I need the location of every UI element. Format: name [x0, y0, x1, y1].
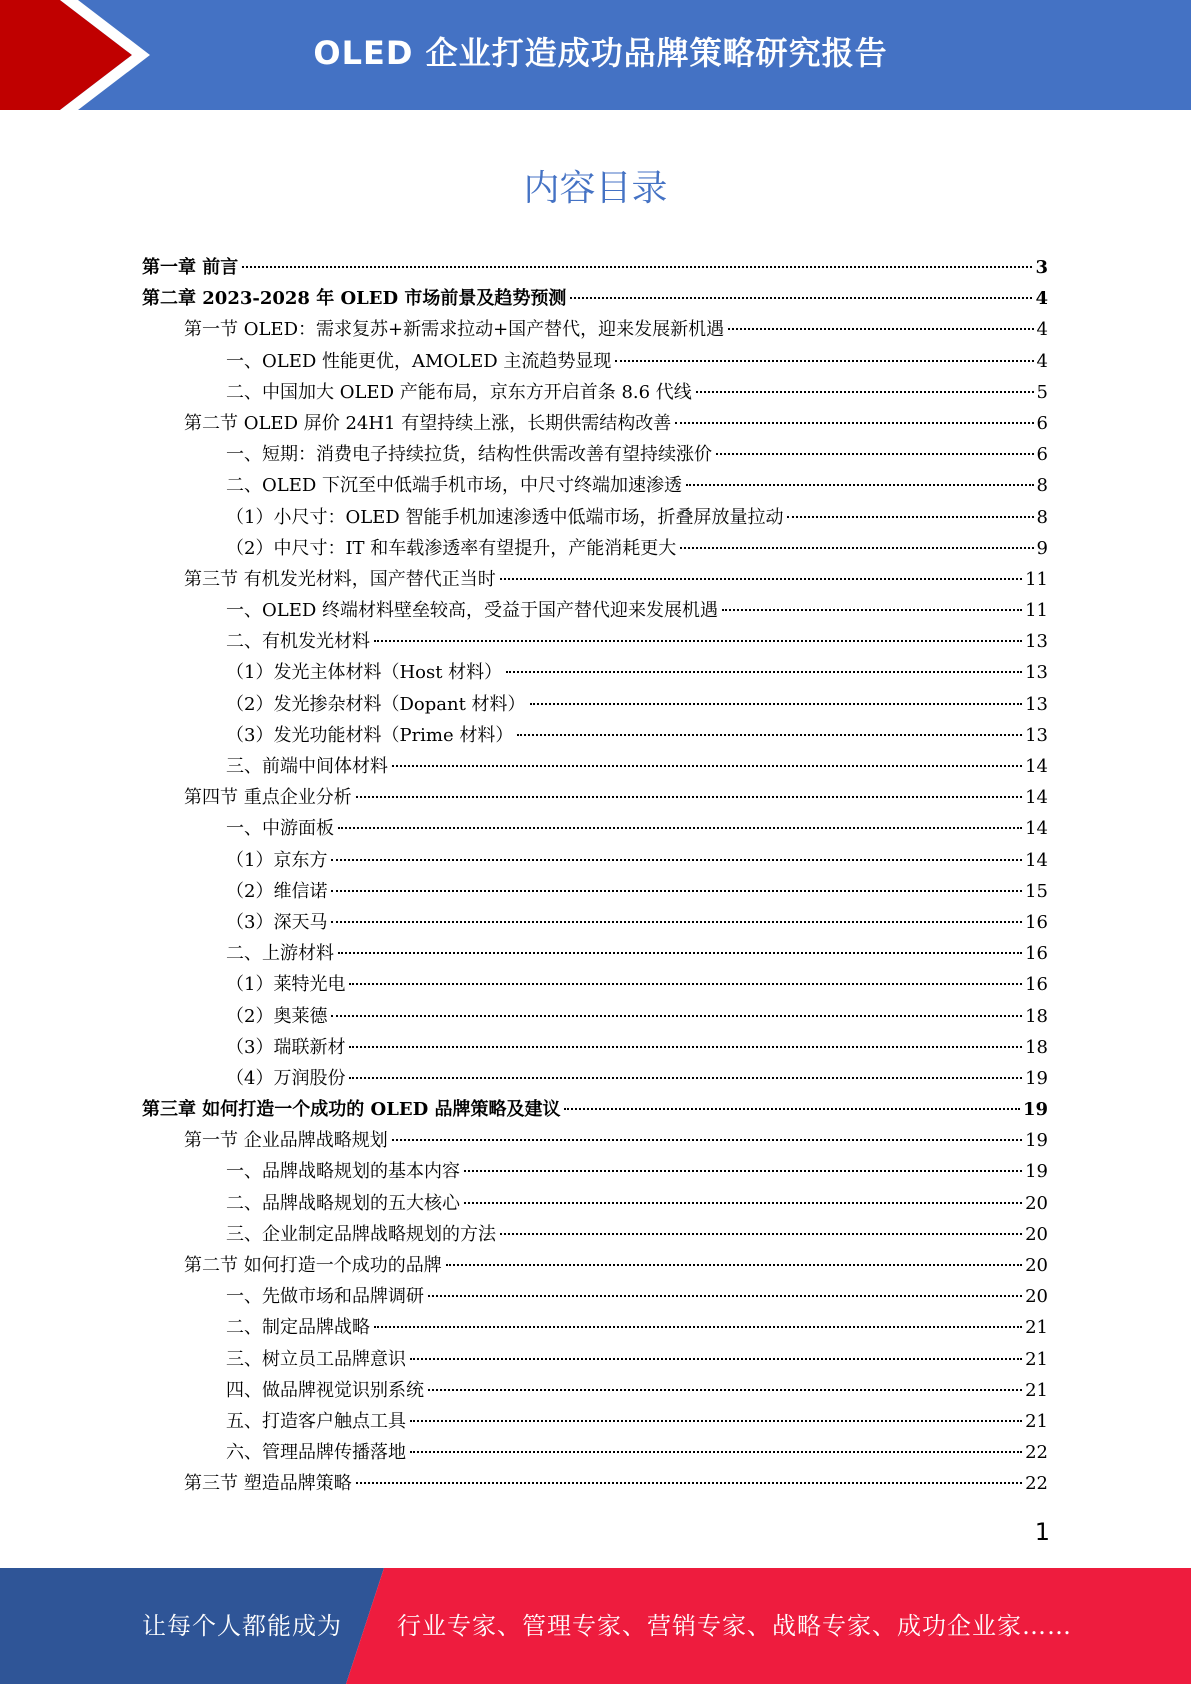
- toc-entry-title: （1）京东方: [226, 849, 328, 871]
- report-footer: [0, 1568, 1191, 1684]
- toc-entry[interactable]: [142, 470, 1048, 501]
- toc-entry-page: 13: [1025, 693, 1048, 715]
- toc-entry-page: 8: [1036, 506, 1048, 528]
- toc-entry-page: 11: [1025, 600, 1048, 622]
- toc-entry-title: （2）发光掺杂材料（Dopant 材料）: [226, 693, 526, 715]
- toc-entry-title: 一、先做市场和品牌调研: [226, 1286, 424, 1308]
- toc-entry-page: 14: [1025, 849, 1048, 871]
- toc-dot-leader: [615, 360, 1033, 362]
- toc-entry-page: 19: [1022, 1099, 1048, 1121]
- toc-entry[interactable]: [142, 533, 1048, 564]
- toc-entry-page: 19: [1025, 1161, 1048, 1183]
- toc-entry[interactable]: [142, 689, 1048, 720]
- toc-entry-page: 14: [1025, 787, 1048, 809]
- toc-dot-leader: [722, 609, 1022, 611]
- toc-entry-page: 18: [1025, 1036, 1048, 1058]
- report-title: OLED 企业打造成功品牌策略研究报告: [313, 34, 888, 72]
- toc-entry-page: 19: [1025, 1067, 1048, 1089]
- toc-entry-page: 19: [1025, 1130, 1048, 1152]
- toc-entry[interactable]: [142, 876, 1048, 907]
- toc-entry-page: 5: [1036, 381, 1048, 403]
- toc-entry-title: （2）维信诺: [226, 880, 328, 902]
- toc-entry-page: 21: [1025, 1317, 1048, 1339]
- toc-entry-title: 第三节 有机发光材料，国产替代正当时: [184, 568, 496, 590]
- toc-dot-leader: [374, 640, 1022, 642]
- toc-entry-title: 四、做品牌视觉识别系统: [226, 1379, 424, 1401]
- toc-entry-page: 20: [1025, 1192, 1048, 1214]
- toc-dot-leader: [564, 1108, 1019, 1110]
- toc-dot-leader: [570, 297, 1032, 299]
- toc-dot-leader: [716, 453, 1034, 455]
- toc-entry-title: 一、OLED 终端材料壁垒较高，受益于国产替代迎来发展机遇: [226, 600, 719, 622]
- toc-dot-leader: [517, 734, 1022, 736]
- toc-entry-page: 13: [1025, 724, 1048, 746]
- toc-entry-page: 20: [1025, 1223, 1048, 1245]
- toc-entry-title: 一、中游面板: [226, 818, 334, 840]
- toc-entry-title: 一、OLED 性能更优，AMOLED 主流趋势显现: [226, 350, 612, 372]
- toc-entry-page: 21: [1025, 1410, 1048, 1432]
- toc-entry-page: 6: [1036, 444, 1048, 466]
- toc-entry[interactable]: [142, 283, 1048, 314]
- toc-entry[interactable]: [142, 1437, 1048, 1468]
- toc-entry-title: 第一章 前言: [142, 257, 239, 278]
- toc-entry[interactable]: [142, 1156, 1048, 1187]
- toc-entry[interactable]: [142, 408, 1048, 439]
- toc-entry-page: 11: [1025, 568, 1048, 590]
- toc-entry[interactable]: [142, 1250, 1048, 1281]
- toc-dot-leader: [349, 1046, 1022, 1048]
- toc-entry-page: 16: [1025, 974, 1048, 996]
- toc-entry[interactable]: [142, 751, 1048, 782]
- toc-dot-leader: [338, 827, 1022, 829]
- toc-entry-title: 二、OLED 下沉至中低端手机市场，中尺寸终端加速渗透: [226, 475, 683, 497]
- toc-entry-page: 14: [1025, 756, 1048, 777]
- toc-entry-title: （4）万润股份: [226, 1067, 346, 1089]
- toc-dot-leader: [331, 890, 1022, 892]
- toc-dot-leader: [331, 921, 1022, 923]
- toc-entry-title: 二、中国加大 OLED 产能布局，京东方开启首条 8.6 代线: [226, 381, 692, 403]
- toc-dot-leader: [787, 516, 1033, 518]
- toc-entry-page: 3: [1035, 257, 1048, 278]
- toc-dot-leader: [675, 422, 1033, 424]
- toc-entry[interactable]: [142, 1094, 1048, 1125]
- toc-entry-title: 第一节 企业品牌战略规划: [184, 1130, 388, 1152]
- toc-entry-page: 13: [1025, 631, 1048, 653]
- toc-dot-leader: [349, 983, 1022, 985]
- toc-entry-title: 二、制定品牌战略: [226, 1317, 370, 1339]
- toc-entry[interactable]: [142, 502, 1048, 533]
- toc-entry-title: 一、短期：消费电子持续拉货，结构性供需改善有望持续涨价: [226, 444, 712, 466]
- toc-dot-leader: [464, 1202, 1022, 1204]
- toc-dot-leader: [392, 1139, 1022, 1141]
- footer-slogan-left: 让每个人都能成为: [142, 1612, 342, 1640]
- toc-entry-title: 三、企业制定品牌战略规划的方法: [226, 1223, 496, 1245]
- toc-entry[interactable]: [142, 1375, 1048, 1406]
- page-number: 1: [1034, 1518, 1050, 1546]
- toc-dot-leader: [356, 1482, 1022, 1484]
- toc-entry[interactable]: [142, 1001, 1048, 1032]
- toc-entry[interactable]: [142, 1468, 1048, 1499]
- toc-entry[interactable]: [142, 782, 1048, 813]
- toc-entry-title: 第二节 OLED 屏价 24H1 有望持续上涨，长期供需结构改善: [184, 412, 672, 434]
- toc-entry-page: 4: [1036, 350, 1048, 372]
- toc-entry-title: 第二节 如何打造一个成功的品牌: [184, 1255, 442, 1276]
- toc-entry-title: （1）莱特光电: [226, 974, 346, 996]
- toc-dot-leader: [356, 796, 1022, 798]
- toc-entry-page: 8: [1036, 475, 1048, 497]
- toc-entry-title: （3）发光功能材料（Prime 材料）: [226, 724, 514, 746]
- toc-entry-title: 第一节 OLED：需求复苏+新需求拉动+国产替代，迎来发展新机遇: [184, 319, 725, 341]
- toc-dot-leader: [446, 1264, 1022, 1266]
- toc-entry-title: 三、前端中间体材料: [226, 756, 388, 777]
- toc-dot-leader: [696, 391, 1034, 393]
- toc-entry-page: 4: [1036, 319, 1048, 341]
- toc-entry-title: 第三章 如何打造一个成功的 OLED 品牌策略及建议: [142, 1099, 561, 1121]
- toc-entry[interactable]: [142, 1281, 1048, 1312]
- report-header: [0, 0, 1191, 110]
- toc-entry[interactable]: [142, 813, 1048, 844]
- toc-entry-page: 20: [1025, 1286, 1048, 1308]
- toc-entry-title: （1）小尺寸：OLED 智能手机加速渗透中低端市场，折叠屏放量拉动: [226, 506, 784, 528]
- toc-entry-title: 第三节 塑造品牌策略: [184, 1473, 352, 1495]
- toc-entry-title: 第四节 重点企业分析: [184, 787, 352, 809]
- toc-dot-leader: [464, 1170, 1022, 1172]
- toc-entry-page: 14: [1025, 818, 1048, 840]
- toc-entry[interactable]: [142, 1188, 1048, 1219]
- toc-dot-leader: [500, 578, 1022, 580]
- toc-entry[interactable]: [142, 1125, 1048, 1156]
- toc-entry-page: 4: [1035, 288, 1048, 310]
- table-of-contents: [142, 252, 1048, 1500]
- toc-entry[interactable]: [142, 377, 1048, 408]
- toc-dot-leader: [680, 547, 1033, 549]
- toc-entry-title: 二、有机发光材料: [226, 631, 370, 653]
- toc-entry-title: 五、打造客户触点工具: [226, 1410, 406, 1432]
- toc-entry-title: 二、品牌战略规划的五大核心: [226, 1192, 460, 1214]
- toc-entry-page: 21: [1025, 1379, 1048, 1401]
- toc-entry[interactable]: [142, 595, 1048, 626]
- toc-entry-title: （2）奥莱德: [226, 1005, 328, 1027]
- toc-entry[interactable]: [142, 1406, 1048, 1437]
- toc-entry-title: （1）发光主体材料（Host 材料）: [226, 662, 503, 684]
- toc-entry-title: 二、上游材料: [226, 943, 334, 965]
- toc-dot-leader: [349, 1077, 1022, 1079]
- toc-entry-page: 9: [1036, 537, 1048, 559]
- toc-dot-leader: [506, 671, 1022, 673]
- toc-entry-title: 三、树立员工品牌意识: [226, 1348, 406, 1370]
- toc-dot-leader: [392, 765, 1022, 767]
- toc-dot-leader: [410, 1420, 1022, 1422]
- footer-slogan-right: 行业专家、管理专家、营销专家、战略专家、成功企业家……: [397, 1612, 1072, 1640]
- toc-dot-leader: [728, 328, 1033, 330]
- toc-dot-leader: [530, 703, 1023, 705]
- toc-entry[interactable]: [142, 626, 1048, 657]
- toc-entry[interactable]: [142, 1219, 1048, 1250]
- toc-entry[interactable]: [142, 1312, 1048, 1343]
- toc-entry-title: 六、管理品牌传播落地: [226, 1442, 406, 1464]
- toc-entry[interactable]: [142, 938, 1048, 969]
- toc-entry[interactable]: [142, 346, 1048, 377]
- toc-entry-page: 16: [1025, 943, 1048, 965]
- toc-entry-page: 22: [1025, 1442, 1048, 1464]
- toc-dot-leader: [338, 952, 1022, 954]
- toc-dot-leader: [500, 1233, 1022, 1235]
- toc-entry[interactable]: [142, 1063, 1048, 1094]
- toc-entry[interactable]: [142, 1344, 1048, 1375]
- toc-entry[interactable]: [142, 845, 1048, 876]
- toc-entry-page: 15: [1025, 880, 1048, 902]
- toc-entry-page: 13: [1025, 662, 1048, 684]
- toc-entry-page: 21: [1025, 1348, 1048, 1370]
- toc-entry-page: 6: [1036, 412, 1048, 434]
- toc-entry-title: （3）深天马: [226, 911, 328, 933]
- toc-entry-page: 20: [1025, 1255, 1048, 1276]
- toc-entry[interactable]: [142, 252, 1048, 283]
- toc-dot-leader: [331, 859, 1022, 861]
- toc-dot-leader: [410, 1451, 1022, 1453]
- toc-entry[interactable]: [142, 907, 1048, 938]
- toc-entry[interactable]: [142, 564, 1048, 595]
- toc-entry[interactable]: [142, 657, 1048, 688]
- toc-entry-page: 18: [1025, 1005, 1048, 1027]
- toc-dot-leader: [331, 1015, 1022, 1017]
- toc-dot-leader: [428, 1389, 1022, 1391]
- toc-entry-page: 16: [1025, 911, 1048, 933]
- toc-entry-page: 22: [1025, 1473, 1048, 1495]
- toc-entry[interactable]: [142, 439, 1048, 470]
- toc-dot-leader: [242, 266, 1032, 268]
- toc-dot-leader: [686, 484, 1034, 486]
- toc-entry[interactable]: [142, 969, 1048, 1000]
- toc-dot-leader: [374, 1326, 1022, 1328]
- toc-entry-title: 一、品牌战略规划的基本内容: [226, 1161, 460, 1183]
- toc-entry[interactable]: [142, 720, 1048, 751]
- toc-heading: 内容目录: [523, 168, 668, 209]
- toc-dot-leader: [428, 1295, 1022, 1297]
- toc-entry[interactable]: [142, 314, 1048, 345]
- toc-dot-leader: [410, 1358, 1022, 1360]
- toc-entry[interactable]: [142, 1032, 1048, 1063]
- toc-entry-title: 第二章 2023-2028 年 OLED 市场前景及趋势预测: [142, 288, 567, 310]
- toc-entry-title: （3）瑞联新材: [226, 1036, 346, 1058]
- toc-entry-title: （2）中尺寸：IT 和车载渗透率有望提升，产能消耗更大: [226, 537, 677, 559]
